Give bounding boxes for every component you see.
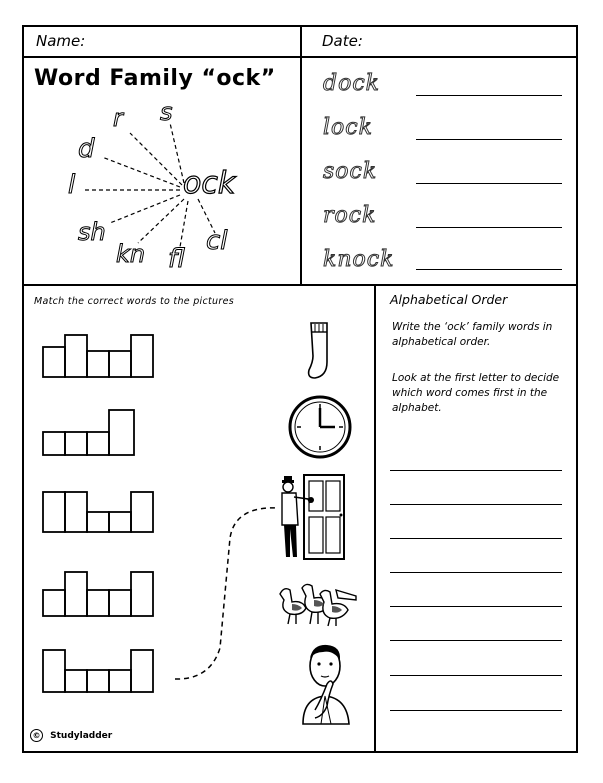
word-shape-1 <box>43 335 153 377</box>
example-match-line <box>170 498 285 688</box>
spoke-kn <box>138 199 184 243</box>
rime-ock: ock <box>183 166 236 201</box>
copyright-icon: © <box>30 729 43 742</box>
footer-brand <box>30 729 112 742</box>
alpha-instruction-1: Write the ‘ock’ family words in alphabetical order. <box>392 321 553 348</box>
spoke-fl <box>180 201 188 247</box>
section-divider <box>22 284 578 286</box>
onset-d: d <box>78 134 95 164</box>
alpha-heading: Alphabetical Order <box>390 292 508 307</box>
match-instruction: Match the correct words to the pictures <box>34 296 234 307</box>
alpha-writing-line[interactable] <box>390 470 562 471</box>
writing-line[interactable] <box>416 227 562 228</box>
onset-kn: kn <box>116 240 146 268</box>
trace-word: rock <box>323 203 377 228</box>
writing-line[interactable] <box>416 183 562 184</box>
name-label: Name: <box>36 32 86 50</box>
trace-word: dock <box>323 71 380 96</box>
word-shape-4 <box>43 572 153 616</box>
brand-name: Studyladder <box>50 731 113 741</box>
writing-line[interactable] <box>416 95 562 96</box>
alpha-writing-line[interactable] <box>390 675 562 676</box>
onset-fl: fl <box>168 244 185 274</box>
alpha-writing-line[interactable] <box>390 606 562 607</box>
alpha-instruction-2: Look at the first letter to decide which word comes first in the alphabet. <box>392 372 560 414</box>
knocking-man-picture <box>276 473 348 561</box>
trace-word: knock <box>323 247 395 272</box>
spoke-sh <box>110 195 180 223</box>
spoke-d <box>102 157 180 187</box>
alpha-writing-line[interactable] <box>390 504 562 505</box>
spoke-s <box>170 123 184 183</box>
onset-l: l <box>68 170 76 200</box>
alpha-writing-line[interactable] <box>390 710 562 711</box>
thinking-man-picture <box>293 640 359 726</box>
word-shape-2 <box>43 410 134 455</box>
onset-r: r <box>113 104 123 132</box>
bottom-column-divider <box>374 284 376 753</box>
onset-s: s <box>160 98 173 126</box>
ducks-picture <box>276 580 360 628</box>
word-shape-5 <box>43 650 153 692</box>
clock-picture <box>285 394 355 460</box>
top-column-divider <box>300 25 302 285</box>
onset-cl: cl <box>206 226 228 256</box>
alpha-writing-line[interactable] <box>390 640 562 641</box>
sock-picture <box>305 320 337 382</box>
alpha-writing-line[interactable] <box>390 538 562 539</box>
trace-word: sock <box>323 159 378 184</box>
alpha-writing-line[interactable] <box>390 572 562 573</box>
date-label: Date: <box>322 32 363 50</box>
writing-line[interactable] <box>416 139 562 140</box>
onset-sh: sh <box>78 218 106 246</box>
writing-line[interactable] <box>416 269 562 270</box>
worksheet-title: Word Family “ock” <box>34 66 276 91</box>
word-shape-3 <box>43 492 153 532</box>
trace-word: lock <box>323 115 373 140</box>
word-shape-boxes <box>38 320 178 720</box>
